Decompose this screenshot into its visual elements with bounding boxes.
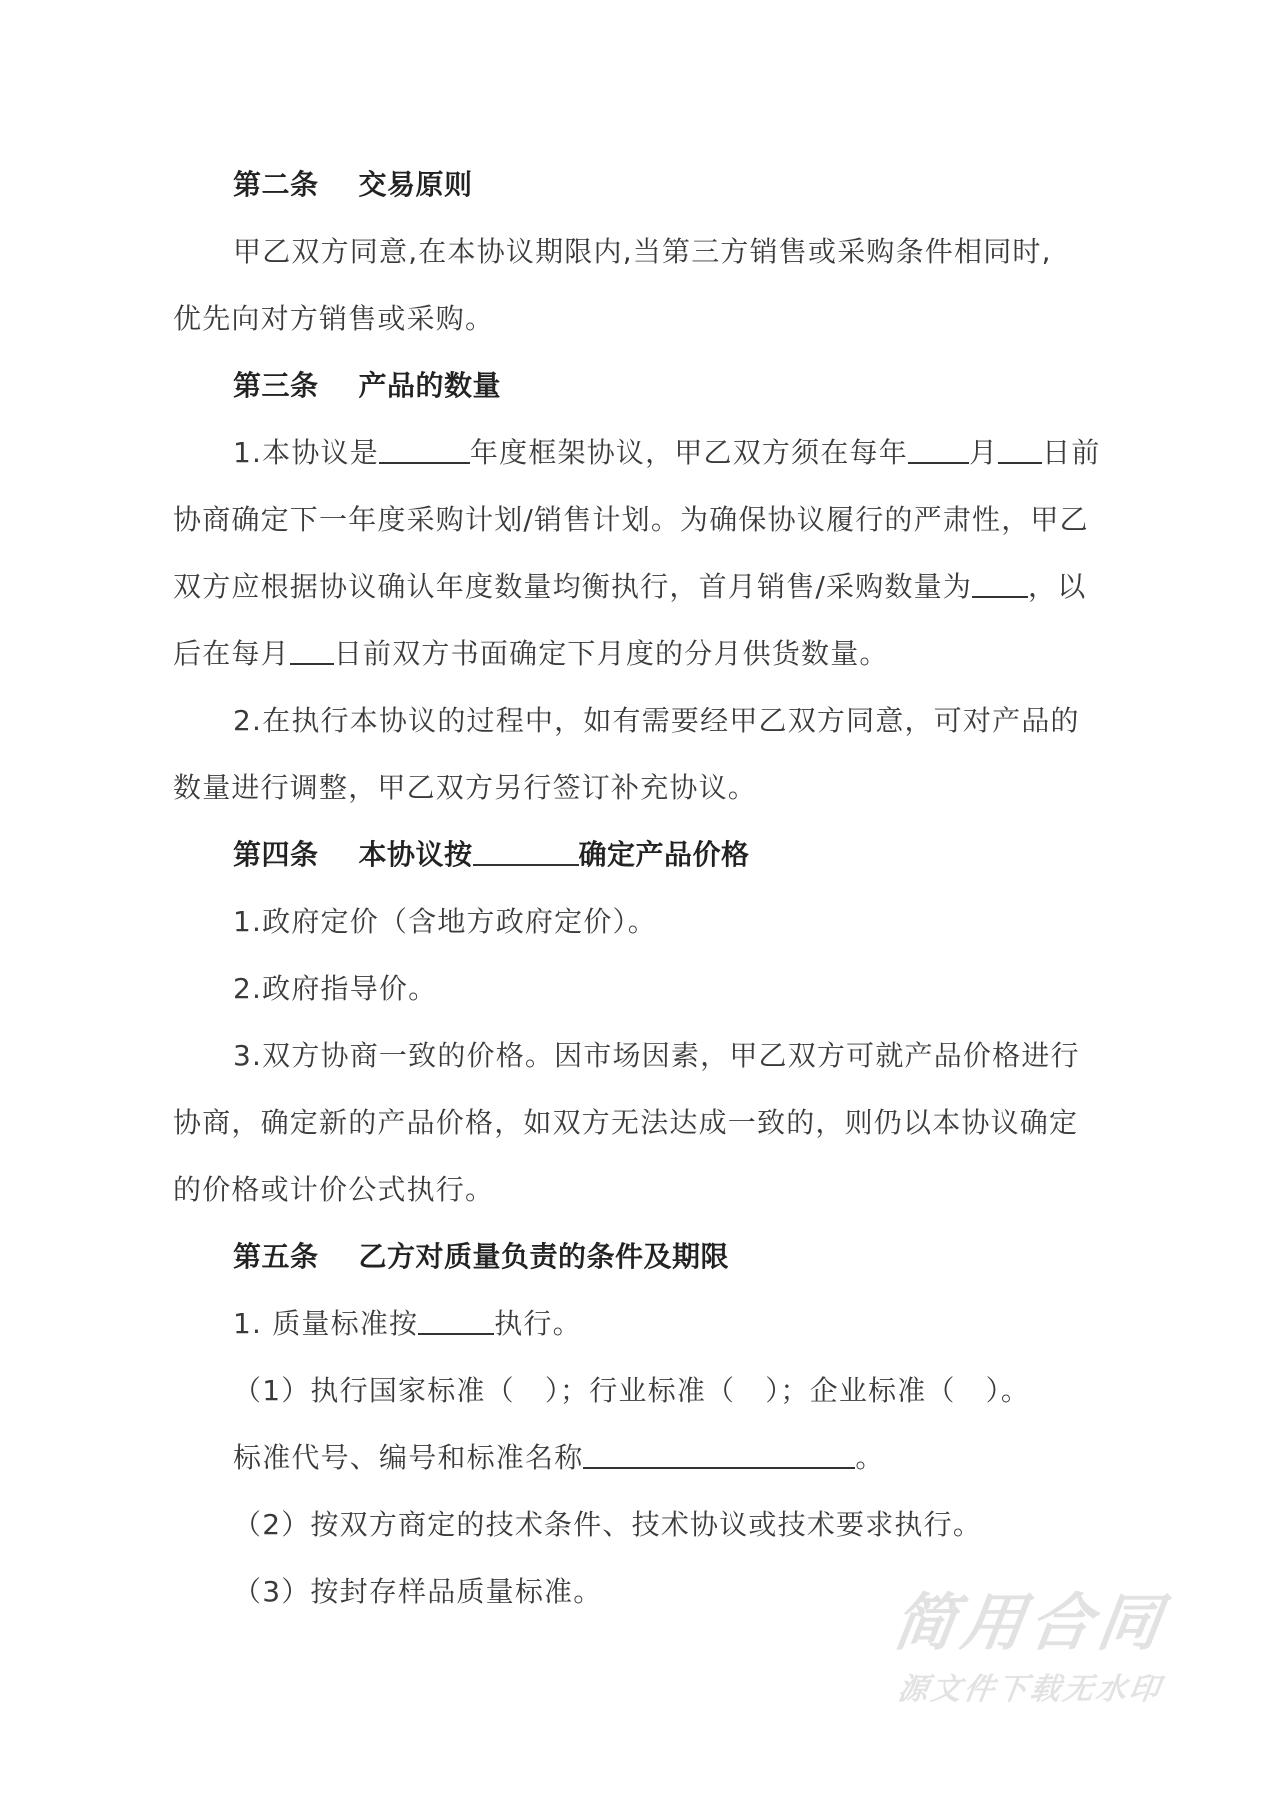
paragraph-text: 2.政府指导价。 [233, 972, 438, 1005]
paragraph-line [173, 553, 1110, 620]
paragraph-text: 后在每月 [173, 637, 290, 670]
list-item [173, 1022, 1110, 1089]
paragraph-line [173, 419, 1110, 486]
paragraph-text: ）。 [985, 1374, 1031, 1407]
paragraph-line [173, 218, 1110, 285]
paragraph-text: （1）执行国家标准（ [233, 1374, 515, 1407]
paragraph-text: 1.政府定价（含地方政府定价）。 [233, 905, 657, 938]
paragraph-text: 年度框架协议，甲乙双方须在每年 [469, 436, 908, 469]
paragraph-text: 双方应根据协议确认年度数量均衡执行，首月销售/采购数量为 [173, 570, 973, 603]
watermark-subtitle: 源文件下载无水印 [895, 1672, 1165, 1707]
article-title: 产品的数量 [358, 369, 502, 402]
fill-in-blank-pricing-method[interactable] [473, 834, 579, 866]
fill-in-blank-quality-standard[interactable] [418, 1303, 494, 1335]
paragraph-line [173, 1156, 1110, 1223]
paragraph-text: 执行。 [494, 1307, 582, 1340]
paragraph-text: 月 [968, 436, 999, 469]
paragraph-text: 标准代号、编号和标准名称 [233, 1441, 584, 1474]
paragraph-line [173, 1089, 1110, 1156]
paragraph-text: 数量进行调整，甲乙双方另行签订补充协议。 [173, 771, 758, 804]
fill-in-blank-first-month-quantity[interactable] [972, 566, 1028, 598]
article-2-heading [173, 151, 1110, 218]
document-body [173, 151, 1110, 1625]
paragraph-line [173, 620, 1110, 687]
paragraph-text: 协商，确定新的产品价格，如双方无法达成一致的，则仍以本协议确定 [173, 1106, 1079, 1139]
paragraph-line [173, 486, 1110, 553]
list-item [173, 955, 1110, 1022]
paragraph-text: ）；行业标准（ [544, 1374, 736, 1407]
article-number: 第二条 [233, 168, 319, 201]
fill-in-blank-month[interactable] [908, 432, 969, 464]
fill-in-blank-standard-name[interactable] [583, 1437, 855, 1469]
paragraph-text: 1. 质量标准按 [233, 1307, 419, 1340]
paragraph-line [173, 687, 1110, 754]
article-3-heading [173, 352, 1110, 419]
paragraph-text: 。 [855, 1441, 885, 1474]
article-number: 第五条 [233, 1240, 319, 1273]
list-item [173, 1357, 1110, 1424]
paragraph-text: ，以 [1028, 570, 1087, 603]
list-item [173, 888, 1110, 955]
paragraph-text: 优先向对方销售或采购。 [173, 302, 495, 335]
paragraph-text: 1.本协议是 [233, 436, 379, 469]
paragraph-text: 甲乙双方同意,在本协议期限内,当第三方销售或采购条件相同时, [233, 235, 1052, 268]
article-title: 乙方对质量负责的条件及期限 [358, 1240, 730, 1273]
watermark-title: 简用合同 [888, 1586, 1172, 1659]
paragraph-text: 的价格或计价公式执行。 [173, 1173, 495, 1206]
paragraph-text: 3.双方协商一致的价格。因市场因素，甲乙双方可就产品价格进行 [233, 1039, 1080, 1072]
paragraph-text: （2）按双方商定的技术条件、技术协议或技术要求执行。 [233, 1508, 983, 1541]
paragraph-text: 2.在执行本协议的过程中，如有需要经甲乙双方同意，可对产品的 [233, 704, 1080, 737]
paragraph-text: 日前 [1042, 436, 1101, 469]
list-item [173, 1424, 1110, 1491]
article-title: 交易原则 [358, 168, 473, 201]
article-number: 第四条 [233, 838, 319, 871]
article-4-heading [173, 821, 1110, 888]
fill-in-blank-monthly-day[interactable] [290, 633, 334, 665]
paragraph-text: ）；企业标准（ [765, 1374, 956, 1407]
paragraph-text: 协商确定下一年度采购计划/销售计划。为确保协议履行的严肃性，甲乙 [173, 503, 1089, 536]
paragraph-line [173, 285, 1110, 352]
fill-in-blank-day[interactable] [998, 432, 1042, 464]
list-item [173, 1491, 1110, 1558]
article-number: 第三条 [233, 369, 319, 402]
article-5-heading [173, 1223, 1110, 1290]
article-title: 本协议按 [358, 838, 473, 871]
list-item [173, 1558, 1110, 1625]
fill-in-blank-agreement-years[interactable] [379, 432, 470, 464]
paragraph-line [173, 754, 1110, 821]
paragraph-text: （3）按封存样品质量标准。 [233, 1575, 603, 1608]
article-title: 确定产品价格 [578, 838, 750, 871]
list-item [173, 1290, 1110, 1357]
paragraph-text: 日前双方书面确定下月度的分月供货数量。 [333, 637, 889, 670]
